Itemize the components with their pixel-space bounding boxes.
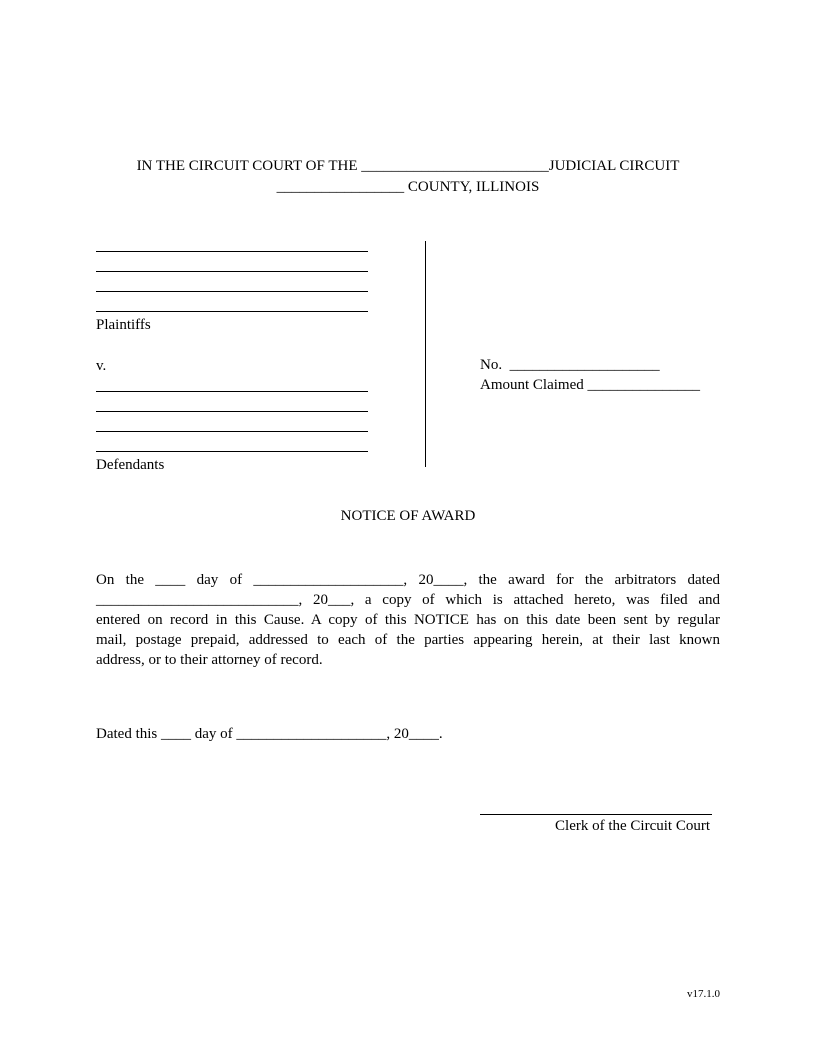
body-line-3: entered on record in this Cause. A copy of this NOTICE has on this date been sent by regular [96,612,720,628]
court-header-line-1: IN THE CIRCUIT COURT OF THE _________________________JUDICIAL CIRCUIT [136,158,680,174]
body-line-2: ___________________________, 20___, a copy of which is attached hereto, was filed and [96,592,720,608]
defendants-label: Defendants [96,457,165,473]
defendant-line-4[interactable] [96,451,368,452]
defendant-line-2[interactable] [96,411,368,412]
document-title: NOTICE OF AWARD [340,508,476,524]
plaintiff-line-4[interactable] [96,311,368,312]
defendant-line-3[interactable] [96,431,368,432]
plaintiff-line-3[interactable] [96,291,368,292]
amount-claimed-field[interactable]: Amount Claimed _______________ [480,377,700,393]
clerk-signature-label: Clerk of the Circuit Court [555,818,710,834]
body-line-4: mail, postage prepaid, addressed to each of the parties appearing herein, at their last known [96,632,720,648]
versus-label: v. [96,358,107,374]
court-header-line-2: _________________ COUNTY, ILLINOIS [276,179,540,195]
version-label: v17.1.0 [687,988,720,1000]
dated-line[interactable]: Dated this ____ day of ____________________, 20____. [96,726,443,742]
plaintiff-line-2[interactable] [96,271,368,272]
plaintiff-line-1[interactable] [96,251,368,252]
caption-divider [425,241,426,467]
body-line-5: address, or to their attorney of record. [96,652,323,668]
clerk-signature-line[interactable] [480,814,712,815]
plaintiffs-label: Plaintiffs [96,317,151,333]
body-line-1: On the ____ day of ____________________, 20____, the award for the arbitrators dated [96,572,720,588]
notice-body [96,570,720,670]
defendant-line-1[interactable] [96,391,368,392]
case-number-field[interactable]: No. ____________________ [480,357,660,373]
